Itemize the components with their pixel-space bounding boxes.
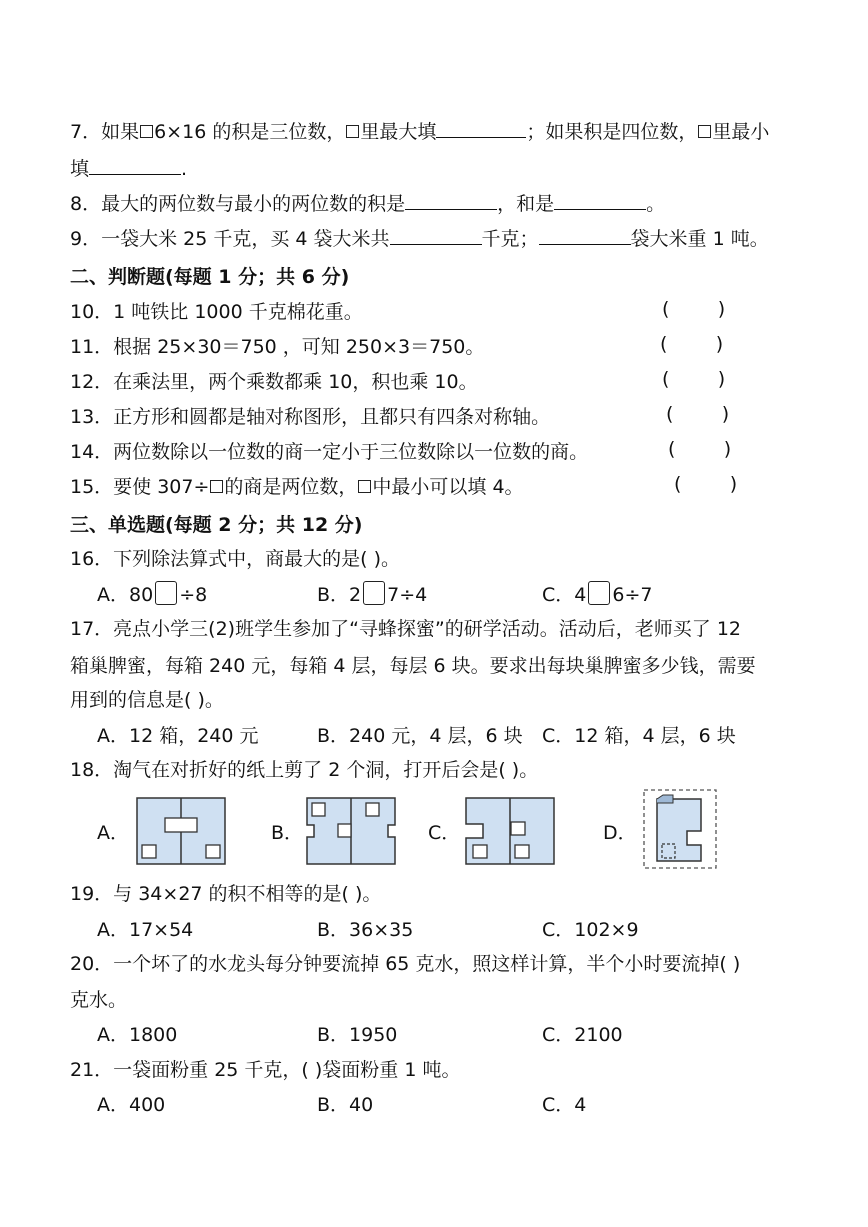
- answer-blank[interactable]: [89, 156, 181, 175]
- question-9: 9．一袋大米 25 千克，买 4 袋大米共 千克； 袋大米重 1 吨。: [70, 228, 769, 250]
- question-21-stem: 21．一袋面粉重 25 千克，( )袋面粉重 1 吨。: [70, 1059, 461, 1081]
- box-placeholder-icon: [698, 125, 711, 138]
- option-c[interactable]: C．2100: [542, 1024, 623, 1046]
- question-20-line1: 20．一个坏了的水龙头每分钟要流掉 65 克水，照这样计算，半个小时要流掉( ): [70, 953, 741, 975]
- option-b[interactable]: B．2 7÷4: [317, 580, 427, 607]
- answer-parentheses[interactable]: ( ): [660, 333, 724, 355]
- question-7-line2: 填 .: [70, 158, 188, 180]
- answer-blank[interactable]: [539, 226, 631, 245]
- judge-question-13: 13．正方形和圆都是轴对称图形，且都只有四条对称轴。: [70, 406, 551, 428]
- judge-question-10: 10．1 吨铁比 1000 千克棉花重。: [70, 301, 363, 323]
- option-a[interactable]: A．1800: [97, 1024, 178, 1046]
- option-a-label[interactable]: A．: [97, 822, 129, 844]
- section-title-single-choice: 三、单选题(每题 2 分；共 12 分): [70, 514, 363, 536]
- answer-parentheses[interactable]: ( ): [662, 298, 726, 320]
- option-b[interactable]: B．1950: [317, 1024, 398, 1046]
- option-a[interactable]: A．17×54: [97, 919, 194, 941]
- question-16-stem: 16．下列除法算式中，商最大的是( )。: [70, 548, 401, 570]
- judge-question-12: 12．在乘法里，两个乘数都乘 10，积也乘 10。: [70, 371, 478, 393]
- paper-figure-d[interactable]: [643, 789, 717, 869]
- answer-blank[interactable]: [390, 226, 482, 245]
- option-a[interactable]: A．12 箱，240 元: [97, 725, 259, 747]
- option-a[interactable]: A．400: [97, 1094, 166, 1116]
- option-b[interactable]: B．36×35: [317, 919, 414, 941]
- question-18-stem: 18．淘气在对折好的纸上剪了 2 个洞，打开后会是( )。: [70, 759, 539, 781]
- answer-blank[interactable]: [436, 119, 526, 138]
- paper-figure-a[interactable]: [136, 797, 226, 865]
- box-placeholder-icon: [358, 480, 371, 493]
- question-19-stem: 19．与 34×27 的积不相等的是( )。: [70, 883, 382, 905]
- box-placeholder-icon: [155, 581, 177, 605]
- option-c[interactable]: C．4 6÷7: [542, 580, 652, 607]
- option-d-label[interactable]: D．: [603, 822, 637, 844]
- box-placeholder-icon: [346, 125, 359, 138]
- section-title-judgement: 二、判断题(每题 1 分；共 6 分): [70, 266, 350, 288]
- question-7-line1: 7．如果 6×16 的积是三位数， 里最大填 ；如果积是四位数， 里最小: [70, 121, 770, 143]
- box-placeholder-icon: [363, 581, 385, 605]
- answer-blank[interactable]: [554, 191, 646, 210]
- paper-figure-b[interactable]: [306, 797, 396, 865]
- judge-question-11: 11．根据 25×30＝750 ，可知 250×3＝750。: [70, 336, 485, 358]
- question-8: 8．最大的两位数与最小的两位数的积是 ，和是 。: [70, 193, 666, 215]
- answer-blank[interactable]: [405, 191, 497, 210]
- judge-question-14: 14．两位数除以一位数的商一定小于三位数除以一位数的商。: [70, 441, 589, 463]
- question-20-line2: 克水。: [70, 989, 128, 1011]
- question-17-line2: 箱巢脾蜜，每箱 240 元，每箱 4 层，每层 6 块。要求出每块巢脾蜜多少钱，需要: [70, 655, 756, 677]
- question-17-line1: 17．亮点小学三(2)班学生参加了“寻蜂探蜜”的研学活动。活动后，老师买了 12: [70, 618, 741, 640]
- question-17-line3: 用到的信息是( )。: [70, 689, 224, 711]
- answer-parentheses[interactable]: ( ): [674, 473, 738, 495]
- option-a[interactable]: A．80 ÷8: [97, 580, 207, 607]
- answer-parentheses[interactable]: ( ): [666, 403, 730, 425]
- box-placeholder-icon: [210, 480, 223, 493]
- box-placeholder-icon: [140, 125, 153, 138]
- paper-figure-c[interactable]: [465, 797, 555, 865]
- option-b[interactable]: B．40: [317, 1094, 374, 1116]
- option-c[interactable]: C．4: [542, 1094, 587, 1116]
- answer-parentheses[interactable]: ( ): [668, 438, 732, 460]
- option-c-label[interactable]: C．: [428, 822, 461, 844]
- box-placeholder-icon: [588, 581, 610, 605]
- judge-question-15: 15．要使 307÷ 的商是两位数， 中最小可以填 4。: [70, 476, 524, 498]
- answer-parentheses[interactable]: ( ): [662, 368, 726, 390]
- option-b[interactable]: B．240 元，4 层，6 块: [317, 725, 523, 747]
- option-b-label[interactable]: B．: [271, 822, 304, 844]
- option-c[interactable]: C．12 箱，4 层，6 块: [542, 725, 736, 747]
- option-c[interactable]: C．102×9: [542, 919, 639, 941]
